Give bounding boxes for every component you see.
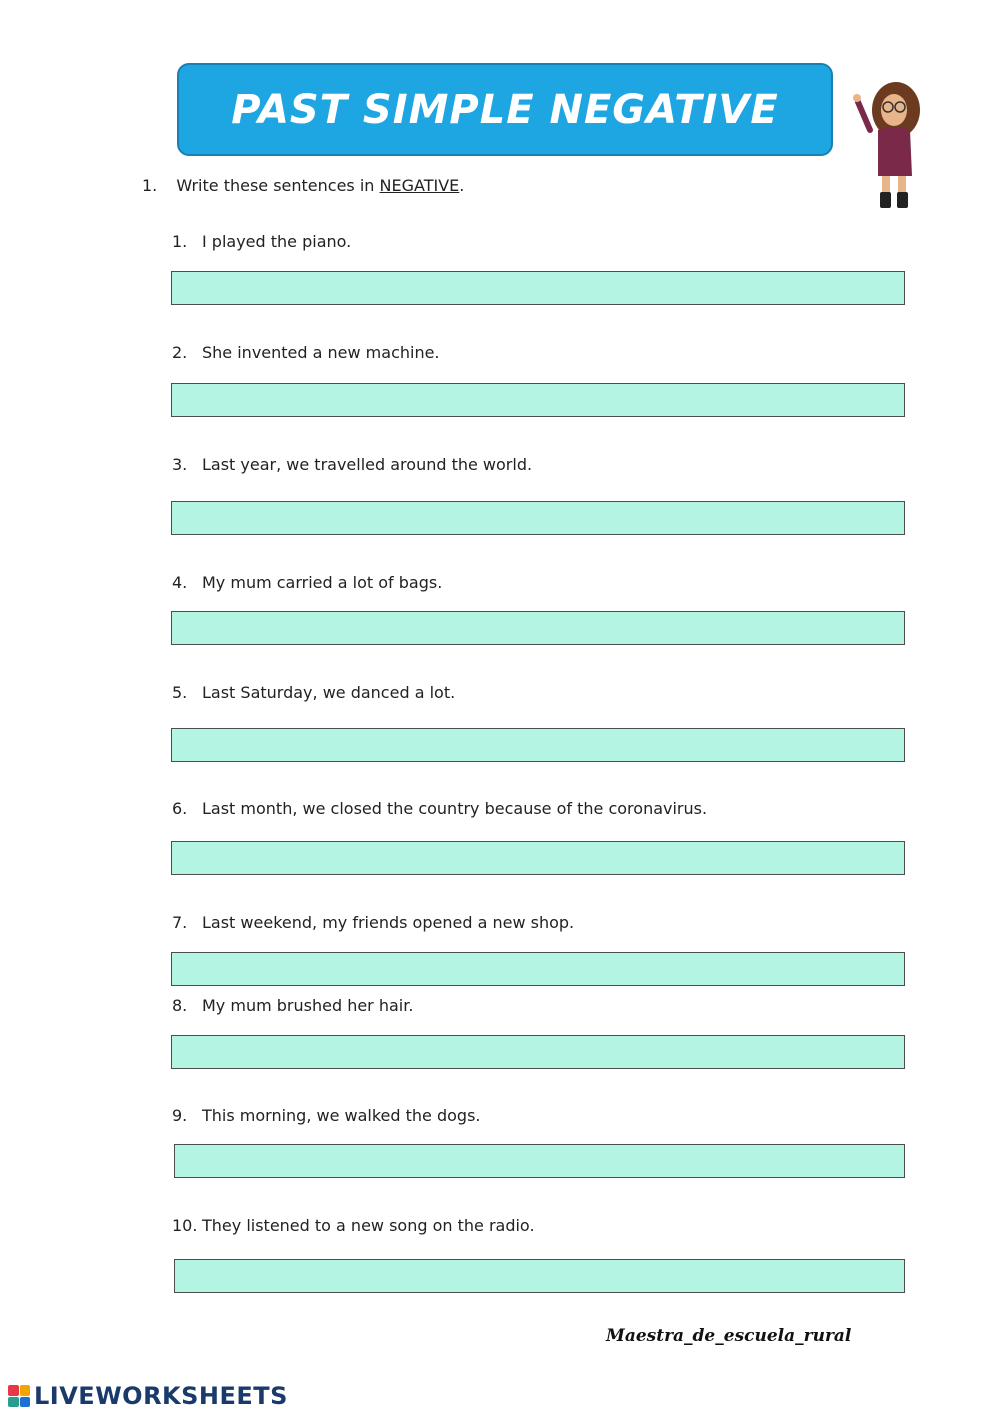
question-sentence: My mum carried a lot of bags. xyxy=(202,573,443,592)
question-number: 9. xyxy=(172,1106,188,1125)
liveworksheets-logo[interactable] xyxy=(8,1382,288,1410)
teacher-avatar-icon xyxy=(850,80,930,212)
title-banner xyxy=(177,63,833,156)
question-item xyxy=(172,455,532,474)
answer-input[interactable] xyxy=(171,841,905,875)
question-number: 2. xyxy=(172,343,188,362)
logo-text: LIVEWORKSHEETS xyxy=(34,1382,288,1410)
question-number: 3. xyxy=(172,455,188,474)
question-number: 5. xyxy=(172,683,188,702)
answer-input[interactable] xyxy=(171,1035,905,1069)
instruction-text: Write these sentences in xyxy=(176,176,375,195)
question-number: 8. xyxy=(172,996,188,1015)
question-sentence: This morning, we walked the dogs. xyxy=(202,1106,481,1125)
question-sentence: Last weekend, my friends opened a new shop. xyxy=(202,913,575,932)
question-number: 4. xyxy=(172,573,188,592)
question-item xyxy=(172,573,442,592)
question-item xyxy=(172,232,351,251)
answer-input[interactable] xyxy=(174,1144,905,1178)
instruction xyxy=(142,176,464,195)
answer-input[interactable] xyxy=(171,501,905,535)
author-signature: Maestra_de_escuela_rural xyxy=(606,1326,852,1346)
question-item xyxy=(172,913,574,932)
question-sentence: I played the piano. xyxy=(202,232,352,251)
question-item xyxy=(172,1106,481,1125)
answer-input[interactable] xyxy=(171,611,905,645)
question-number: 1. xyxy=(172,232,188,251)
instruction-keyword: NEGATIVE xyxy=(379,176,460,195)
answer-input[interactable] xyxy=(174,1259,905,1293)
answer-input[interactable] xyxy=(171,271,905,305)
question-item xyxy=(172,343,440,362)
answer-input[interactable] xyxy=(171,383,905,417)
question-number: 10. xyxy=(172,1216,198,1235)
question-number: 7. xyxy=(172,913,188,932)
question-sentence: My mum brushed her hair. xyxy=(202,996,414,1015)
question-item xyxy=(172,799,707,818)
question-number: 6. xyxy=(172,799,188,818)
question-sentence: Last month, we closed the country because of the coronavirus. xyxy=(202,799,708,818)
answer-input[interactable] xyxy=(171,952,905,986)
answer-input[interactable] xyxy=(171,728,905,762)
question-sentence: They listened to a new song on the radio. xyxy=(202,1216,535,1235)
question-sentence: Last Saturday, we danced a lot. xyxy=(202,683,456,702)
question-item xyxy=(172,683,455,702)
instruction-period: . xyxy=(459,176,465,195)
question-item xyxy=(172,1216,535,1235)
page-title: PAST SIMPLE NEGATIVE xyxy=(231,86,779,133)
question-item xyxy=(172,996,413,1015)
question-sentence: Last year, we travelled around the world. xyxy=(202,455,533,474)
question-sentence: She invented a new machine. xyxy=(202,343,440,362)
instruction-number: 1. xyxy=(142,176,158,195)
liveworksheets-logo-icon xyxy=(8,1385,30,1407)
